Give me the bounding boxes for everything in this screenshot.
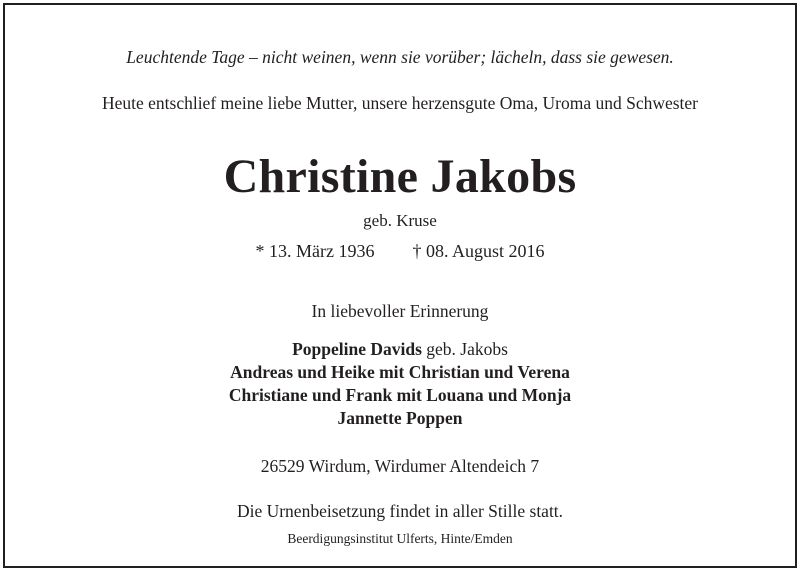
obituary-notice [3, 3, 797, 568]
mourner-1-name: Poppeline Davids [292, 339, 422, 359]
mourner-line-1 [5, 339, 795, 360]
family-address: 26529 Wirdum, Wirdumer Altendeich 7 [260, 456, 540, 476]
announcement-intro: Heute entschlief meine liebe Mutter, unsere herzensgute Oma, Uroma und Schwester [101, 93, 699, 113]
memory-line: In liebevoller Erinnerung [311, 301, 489, 321]
birth-name: geb. Kruse [363, 211, 437, 230]
undertaker: Beerdigungsinstitut Ulferts, Hinte/Emden [287, 531, 513, 546]
deceased-name: Christine Jakobs [223, 150, 577, 203]
mourner-line-3: Christiane und Frank mit Louana und Monja [228, 385, 572, 405]
life-dates [5, 241, 795, 262]
memorial-quote: Leuchtende Tage – nicht weinen, wenn sie vorüber; lächeln, dass sie gewesen. [126, 47, 674, 67]
mourner-line-2: Andreas und Heike mit Christian und Verena [230, 362, 570, 382]
birth-date: * 13. März 1936 [255, 241, 375, 261]
mourner-1-suffix: geb. Jakobs [421, 339, 508, 359]
mourner-line-4: Jannette Poppen [337, 408, 463, 428]
death-date: † 08. August 2016 [412, 241, 545, 261]
burial-notice: Die Urnenbeisetzung findet in aller Stille statt. [236, 501, 564, 521]
